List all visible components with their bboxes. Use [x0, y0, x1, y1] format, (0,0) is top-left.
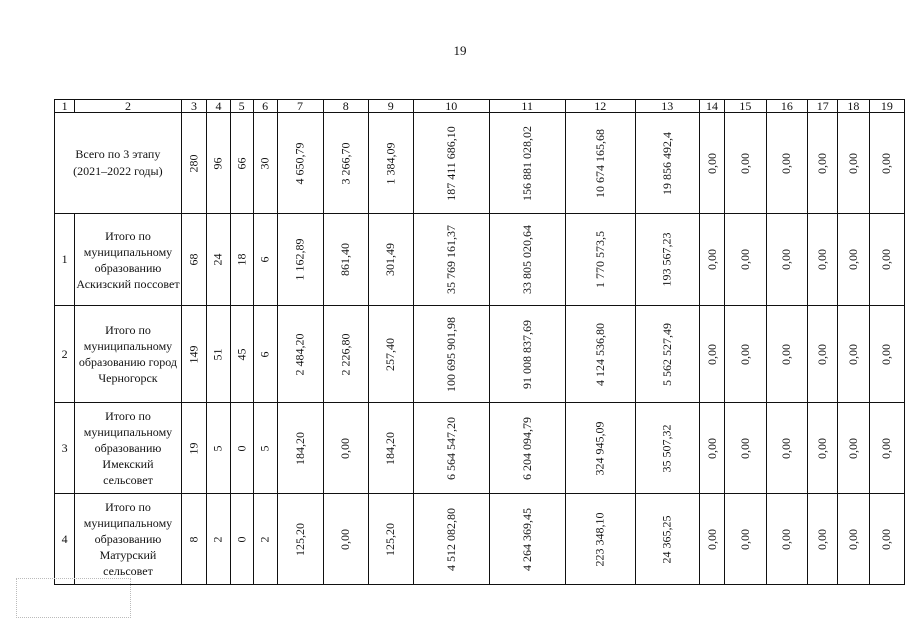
row-name-line: муниципальному	[83, 244, 173, 259]
cell-value: 1 384,09	[383, 142, 398, 184]
row-name-cell	[75, 403, 182, 494]
value-cell	[869, 494, 904, 585]
total-label-line: Всего по 3 этапу	[75, 147, 161, 161]
row-name-line: образованию	[94, 441, 162, 455]
header-cell: 9	[368, 100, 413, 113]
row-name-line: образованию	[94, 532, 162, 546]
row-number: 3	[55, 403, 75, 494]
value-cell	[253, 403, 277, 494]
value-cell	[368, 403, 413, 494]
header-cell: 15	[725, 100, 766, 113]
total-row	[55, 113, 905, 214]
value-cell	[808, 214, 838, 306]
value-cell	[635, 214, 699, 306]
value-cell	[413, 306, 489, 403]
cell-value: 0,00	[338, 528, 353, 550]
cell-value: 0,00	[845, 249, 860, 270]
value-cell	[277, 403, 323, 494]
cell-value: 0,00	[779, 152, 794, 174]
total-label-line: (2021–2022 годы)	[73, 164, 163, 178]
total-label-cell	[55, 113, 182, 214]
value-cell	[368, 113, 413, 214]
value-cell	[277, 494, 323, 585]
value-cell	[277, 214, 323, 306]
cell-value: 0,00	[779, 437, 794, 459]
value-cell	[565, 403, 635, 494]
cell-value: 24 365,25	[659, 515, 674, 563]
cell-value: 0,00	[737, 249, 752, 270]
cell-value: 2	[257, 536, 272, 542]
value-cell	[869, 214, 904, 306]
value-cell	[635, 113, 699, 214]
row-name-line: Итого по	[105, 228, 151, 243]
cell-value: 0,00	[704, 249, 719, 270]
row-name-cell	[75, 214, 182, 306]
cell-value: 0,00	[815, 528, 830, 550]
header-row	[55, 100, 905, 113]
value-cell	[725, 403, 766, 494]
value-cell	[766, 214, 808, 306]
header-cell: 5	[230, 100, 253, 113]
value-cell	[207, 403, 230, 494]
row-name-line: образованию город	[78, 355, 178, 369]
cell-value: 35 507,32	[659, 424, 674, 472]
value-cell	[230, 113, 253, 214]
value-cell	[207, 214, 230, 306]
row-name-line: муниципальному	[83, 425, 173, 439]
page-number: 19	[453, 43, 467, 58]
row-name-line: Итого по	[105, 500, 151, 514]
value-cell	[253, 306, 277, 403]
cell-value: 5 562 527,49	[659, 322, 674, 386]
row-name-line: образованию	[94, 260, 162, 275]
row-name-line: муниципальному	[83, 516, 173, 530]
cell-value: 51	[210, 348, 225, 360]
cell-value: 0,00	[879, 249, 894, 270]
value-cell	[489, 494, 565, 585]
value-cell	[323, 214, 368, 306]
header-cell: 11	[489, 100, 565, 113]
value-cell	[869, 113, 904, 214]
value-cell	[766, 403, 808, 494]
row-name-line: сельсовет	[103, 473, 153, 487]
cell-value: 2 484,20	[292, 333, 307, 375]
table-row	[55, 403, 905, 494]
cell-value: 0,00	[845, 152, 860, 174]
value-cell	[635, 494, 699, 585]
value-cell	[323, 306, 368, 403]
table-row	[55, 306, 905, 403]
header-cell: 7	[277, 100, 323, 113]
cell-value: 0,00	[845, 437, 860, 459]
value-cell	[413, 214, 489, 306]
value-cell	[323, 403, 368, 494]
cell-value: 0,00	[704, 437, 719, 459]
cell-value: 0,00	[815, 437, 830, 459]
cell-value: 4 264 369,45	[519, 507, 534, 571]
value-cell	[838, 494, 870, 585]
cell-value: 861,40	[338, 243, 353, 276]
cell-value: 0,00	[779, 249, 794, 270]
value-cell	[181, 214, 207, 306]
cell-value: 3 266,70	[338, 142, 353, 184]
value-cell	[699, 403, 725, 494]
value-cell	[869, 306, 904, 403]
cell-value: 125,20	[383, 522, 398, 556]
value-cell	[808, 113, 838, 214]
value-cell	[565, 214, 635, 306]
cell-value: 0,00	[879, 152, 894, 174]
value-cell	[207, 306, 230, 403]
row-name-line: Итого по	[105, 409, 151, 423]
header-cell: 2	[75, 100, 182, 113]
value-cell	[808, 306, 838, 403]
value-cell	[766, 113, 808, 214]
cell-value: 68	[186, 253, 201, 266]
value-cell	[253, 494, 277, 585]
cell-value: 280	[186, 154, 201, 172]
cell-value: 187 411 686,10	[443, 125, 458, 201]
row-name-cell	[75, 494, 182, 585]
value-cell	[230, 214, 253, 306]
cell-value: 2	[210, 536, 225, 542]
value-cell	[808, 403, 838, 494]
cell-value: 5	[210, 445, 225, 451]
cell-value: 0	[234, 445, 249, 451]
value-cell	[766, 494, 808, 585]
cell-value: 6	[257, 351, 272, 357]
cell-value: 184,20	[383, 431, 398, 465]
value-cell	[253, 113, 277, 214]
cell-value: 6	[257, 256, 272, 263]
header-cell: 13	[635, 100, 699, 113]
cell-value: 8	[186, 536, 201, 542]
cell-value: 2 226,80	[338, 333, 353, 375]
value-cell	[277, 306, 323, 403]
cell-value: 301,49	[383, 243, 398, 276]
value-cell	[766, 306, 808, 403]
value-cell	[277, 113, 323, 214]
cell-value: 96	[210, 157, 225, 169]
header-cell: 18	[838, 100, 870, 113]
cell-value: 184,20	[292, 431, 307, 465]
cell-value: 35 769 161,37	[443, 225, 458, 294]
data-table	[54, 99, 905, 585]
value-cell	[489, 403, 565, 494]
value-cell	[838, 214, 870, 306]
cell-value: 91 008 837,69	[519, 319, 534, 389]
header-cell: 8	[323, 100, 368, 113]
cell-value: 4 124 536,80	[592, 322, 607, 386]
value-cell	[699, 214, 725, 306]
cell-value: 193 567,23	[659, 232, 674, 287]
header-cell: 17	[808, 100, 838, 113]
cell-value: 0,00	[704, 343, 719, 365]
cell-value: 18	[234, 253, 249, 266]
value-cell	[725, 494, 766, 585]
value-cell	[230, 306, 253, 403]
value-cell	[565, 494, 635, 585]
header-cell: 14	[699, 100, 725, 113]
row-name-line: муниципальному	[83, 339, 173, 353]
value-cell	[838, 113, 870, 214]
value-cell	[635, 403, 699, 494]
table-row	[55, 214, 905, 306]
value-cell	[808, 494, 838, 585]
cell-value: 0,00	[338, 437, 353, 459]
cell-value: 5	[257, 445, 272, 451]
row-name-line: Черногорск	[98, 371, 158, 385]
value-cell	[253, 214, 277, 306]
value-cell	[565, 306, 635, 403]
cell-value: 0,00	[879, 343, 894, 365]
cell-value: 0,00	[737, 152, 752, 174]
cell-value: 125,20	[292, 522, 307, 556]
row-name-cell	[75, 306, 182, 403]
cell-value: 0,00	[815, 249, 830, 270]
value-cell	[699, 113, 725, 214]
value-cell	[368, 214, 413, 306]
value-cell	[413, 403, 489, 494]
value-cell	[368, 306, 413, 403]
value-cell	[699, 306, 725, 403]
value-cell	[181, 306, 207, 403]
value-cell	[413, 113, 489, 214]
cell-value: 0,00	[704, 152, 719, 174]
header-cell: 3	[181, 100, 207, 113]
value-cell	[725, 214, 766, 306]
value-cell	[181, 113, 207, 214]
value-cell	[230, 494, 253, 585]
cell-value: 1 770 573,5	[592, 231, 607, 288]
row-name-line: Аскизский поссовет	[76, 276, 180, 291]
cell-value: 100 695 901,98	[443, 316, 458, 392]
value-cell	[181, 403, 207, 494]
cell-value: 30	[257, 157, 272, 169]
cell-value: 0	[234, 536, 249, 542]
cell-value: 4 650,79	[292, 142, 307, 184]
value-cell	[489, 306, 565, 403]
table-row	[55, 494, 905, 585]
cell-value: 0,00	[815, 343, 830, 365]
cell-value: 223 348,10	[592, 512, 607, 566]
row-name-line: Матурский	[99, 548, 157, 562]
cell-value: 19 856 492,4	[659, 131, 674, 195]
value-cell	[489, 214, 565, 306]
cell-value: 19	[186, 442, 201, 454]
cell-value: 0,00	[879, 528, 894, 550]
value-cell	[413, 494, 489, 585]
header-cell: 4	[207, 100, 230, 113]
value-cell	[181, 494, 207, 585]
cell-value: 0,00	[879, 437, 894, 459]
cell-value: 10 674 165,68	[592, 128, 607, 198]
value-cell	[207, 113, 230, 214]
cell-value: 45	[234, 348, 249, 360]
value-cell	[323, 113, 368, 214]
cell-value: 6 204 094,79	[519, 416, 534, 480]
value-cell	[838, 306, 870, 403]
cell-value: 0,00	[815, 152, 830, 174]
cell-value: 0,00	[737, 437, 752, 459]
value-cell	[725, 113, 766, 214]
cell-value: 6 564 547,20	[443, 416, 458, 480]
cell-value: 0,00	[845, 528, 860, 550]
value-cell	[323, 494, 368, 585]
row-number: 2	[55, 306, 75, 403]
cell-value: 1 162,89	[292, 238, 307, 281]
value-cell	[635, 306, 699, 403]
value-cell	[869, 403, 904, 494]
header-cell: 10	[413, 100, 489, 113]
header-cell: 19	[869, 100, 904, 113]
value-cell	[207, 494, 230, 585]
cell-value: 24	[210, 253, 225, 266]
row-name-line: сельсовет	[103, 564, 153, 578]
cell-value: 66	[234, 157, 249, 169]
value-cell	[725, 306, 766, 403]
row-name-line: Имекский	[102, 457, 154, 471]
row-number: 1	[55, 214, 75, 306]
header-cell: 12	[565, 100, 635, 113]
cell-value: 0,00	[845, 343, 860, 365]
value-cell	[489, 113, 565, 214]
cell-value: 0,00	[779, 343, 794, 365]
value-cell	[699, 494, 725, 585]
stamp-mark	[16, 578, 131, 618]
header-cell: 1	[55, 100, 75, 113]
cell-value: 156 881 028,02	[519, 125, 534, 201]
cell-value: 149	[186, 345, 201, 363]
row-name-line: Итого по	[105, 323, 151, 337]
cell-value: 0,00	[704, 528, 719, 550]
cell-value: 0,00	[737, 343, 752, 365]
cell-value: 0,00	[737, 528, 752, 550]
value-cell	[838, 403, 870, 494]
header-cell: 6	[253, 100, 277, 113]
value-cell	[368, 494, 413, 585]
value-cell	[230, 403, 253, 494]
cell-value: 4 512 082,80	[443, 507, 458, 571]
header-cell: 16	[766, 100, 808, 113]
row-number: 4	[55, 494, 75, 585]
cell-value: 33 805 020,64	[519, 225, 534, 294]
cell-value: 257,40	[383, 337, 398, 371]
cell-value: 0,00	[779, 528, 794, 550]
cell-value: 324 945,09	[592, 421, 607, 475]
value-cell	[565, 113, 635, 214]
